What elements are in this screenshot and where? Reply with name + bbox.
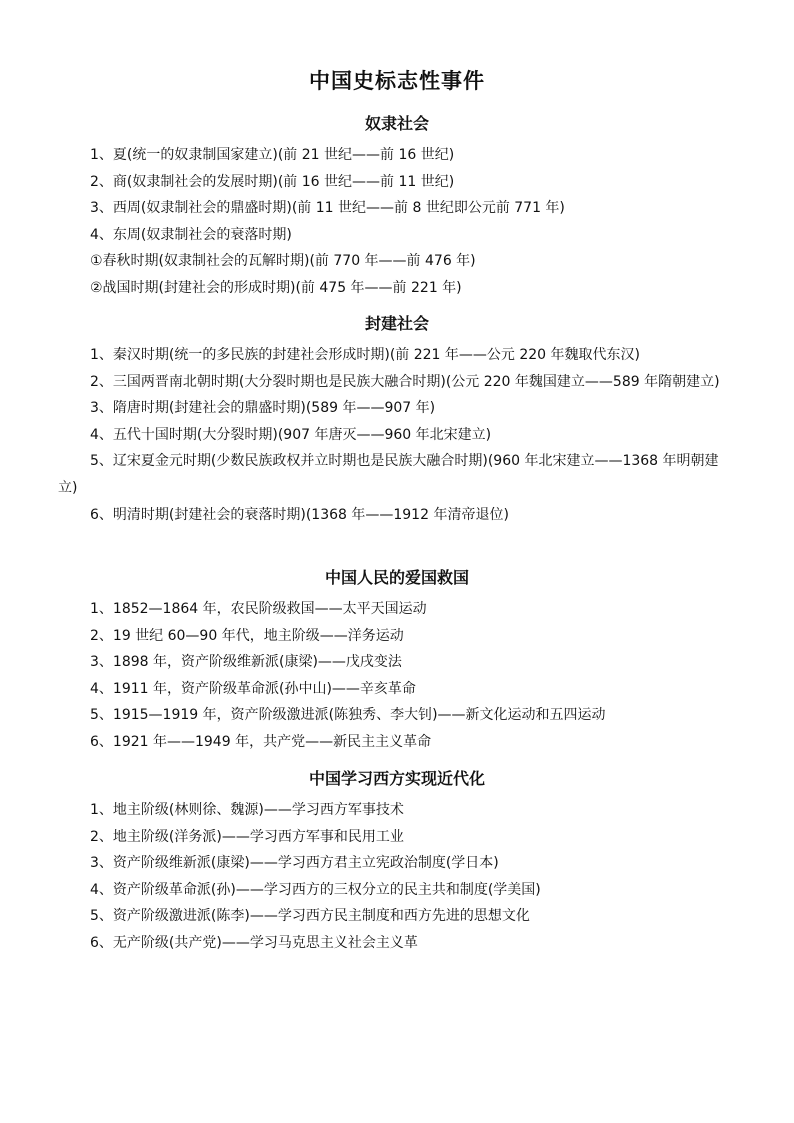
- list-item: ②战国时期(封建社会的形成时期)(前 475 年——前 221 年): [90, 279, 462, 296]
- list-item: ①春秋时期(奴隶制社会的瓦解时期)(前 770 年——前 476 年): [90, 253, 476, 270]
- section-slave-society: [0, 110, 794, 302]
- section-patriotic-salvation: [0, 564, 794, 756]
- list-item: 6、1921 年——1949 年，共产党——新民主主义革命: [90, 733, 432, 750]
- section-learning-from-west: [0, 765, 794, 957]
- list-item: 3、隋唐时期(封建社会的鼎盛时期)(589 年——907 年): [90, 400, 436, 417]
- list-item: 2、地主阶级(洋务派)——学习西方军事和民用工业: [90, 828, 404, 845]
- list-item: 5、辽宋夏金元时期(少数民族政权并立时期也是民族大融合时期)(960 年北宋建立——1368 年明朝建立): [58, 453, 719, 496]
- list-item: 3、西周(奴隶制社会的鼎盛时期)(前 11 世纪——前 8 世纪即公元前 771 年): [90, 200, 565, 217]
- list-item: 3、资产阶级维新派(康梁)——学习西方君主立宪政治制度(学日本): [90, 855, 499, 872]
- list-item: 4、东周(奴隶制社会的衰落时期): [90, 226, 292, 243]
- list-item: 5、资产阶级激进派(陈李)——学习西方民主制度和西方先进的思想文化: [90, 908, 530, 925]
- list-item: 6、明清时期(封建社会的衰落时期)(1368 年——1912 年清帝退位): [90, 506, 509, 523]
- list-item: 3、1898 年，资产阶级维新派(康梁)——戊戌变法: [90, 654, 402, 671]
- section-title: 中国人民的爱国救国: [324, 568, 469, 587]
- list-item: 4、资产阶级革命派(孙)——学习西方的三权分立的民主共和制度(学美国): [90, 881, 541, 898]
- list-item: 2、三国两晋南北朝时期(大分裂时期也是民族大融合时期)(公元 220 年魏国建立——589 年隋朝建立): [90, 373, 720, 390]
- list-item: 4、五代十国时期(大分裂时期)(907 年唐灭——960 年北宋建立): [90, 426, 492, 443]
- list-item: 1、地主阶级(林则徐、魏源)——学习西方军事技术: [90, 802, 404, 818]
- list-item: 1、秦汉时期(统一的多民族的封建社会形成时期)(前 221 年——公元 220 年魏取代东汉): [90, 347, 640, 363]
- section-title: 中国学习西方实现近代化: [308, 769, 485, 788]
- list-item: 2、19 世纪 60—90 年代，地主阶级——洋务运动: [90, 627, 404, 644]
- section-feudal-society: [0, 310, 794, 528]
- section-title: 封建社会: [364, 314, 429, 333]
- list-item: 1、1852—1864 年，农民阶级救国——太平天国运动: [90, 601, 427, 617]
- section-title: 奴隶社会: [364, 114, 429, 133]
- list-item: 4、1911 年，资产阶级革命派(孙中山)——辛亥革命: [90, 680, 416, 697]
- list-item: 1、夏(统一的奴隶制国家建立)(前 21 世纪——前 16 世纪): [90, 147, 455, 163]
- list-item: 2、商(奴隶制社会的发展时期)(前 16 世纪——前 11 世纪): [90, 173, 455, 190]
- list-item: 5、1915—1919 年，资产阶级激进派(陈独秀、李大钊)——新文化运动和五四运动: [90, 707, 606, 724]
- document-title: 中国史标志性事件: [309, 69, 485, 93]
- list-item: 6、无产阶级(共产党)——学习马克思主义社会主义革: [90, 934, 418, 951]
